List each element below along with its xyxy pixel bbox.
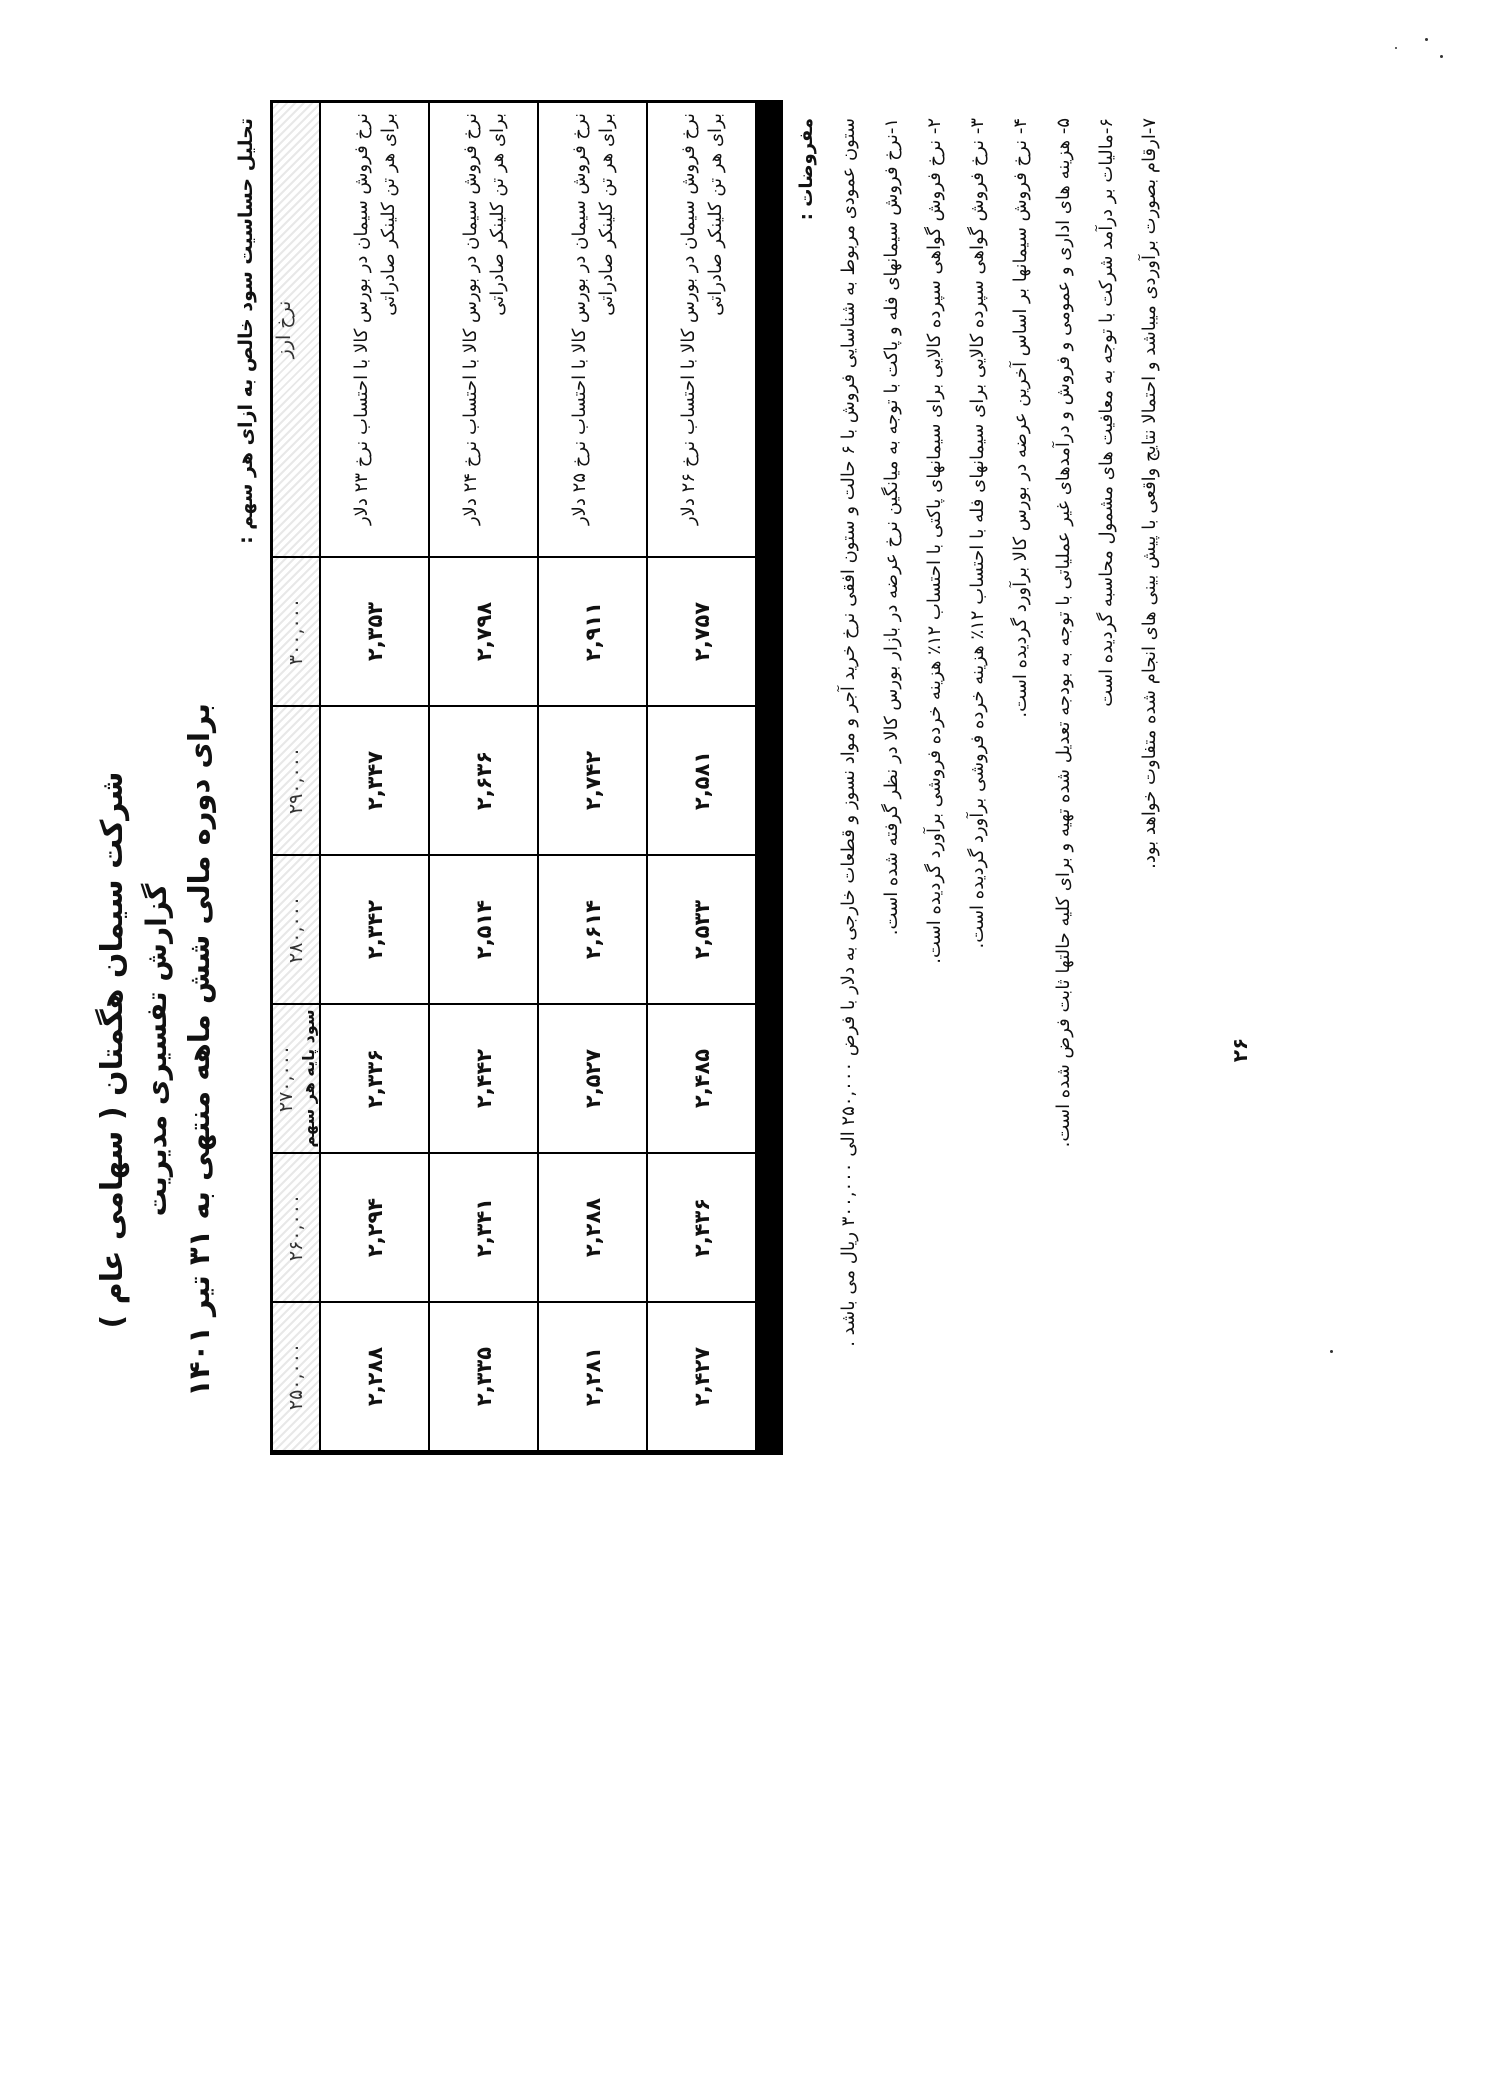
page-number: ۲۶	[1228, 1037, 1252, 1063]
row-label: نرخ فروش سیمان در بورس کالا با احتساب نرخ ۲۳ دلار برای هر تن کلینکر صادراتی	[321, 103, 430, 558]
scan-speck	[1440, 55, 1443, 58]
table-cell: ۲,۳۴۱	[430, 1154, 539, 1303]
table-cell: ۲,۲۸۱	[539, 1303, 648, 1452]
table-cell: ۲,۴۸۵	[648, 1005, 757, 1154]
table-cell: ۲,۳۴۲	[321, 856, 430, 1005]
table-cell: ۲,۶۳۶	[430, 707, 539, 856]
table-cell: ۲,۹۱۱	[539, 558, 648, 707]
column-header: ۳۰۰,۰۰۰	[273, 558, 321, 707]
table-cell: ۲,۵۲۷	[539, 1005, 648, 1154]
table-cell: ۲,۳۳۵	[430, 1303, 539, 1452]
column-header: ۲۵۰,۰۰۰	[273, 1303, 321, 1452]
assumptions	[796, 100, 1171, 2000]
assumption-line: ستون عمودی مربوط به شناسایی فروش با ۶ حالت و ستون افقی نرخ خرید آجر و مواد نسوز و قطعات خارجی به دلار با فرض ۲۵۰,۰۰۰ الی ۳۰۰,۰۰۰ ریال می باشد .	[838, 118, 859, 1347]
table-cell: ۲,۷۵۷	[648, 558, 757, 707]
report-title: گزارش تفسیری مدیریت	[140, 883, 173, 1217]
exchange-rate-header: نرخ ارز	[273, 103, 321, 558]
assumption-line: ۵- هزینه های اداری و عمومی و فروش و درآمدهای غیر عملیاتی با توجه به بودجه تعدیل شده تهیه و برای کلیه حالتها ثابت فرض شده است.	[1053, 118, 1074, 1148]
company-title: شرکت سیمان هگمتان ( سهامی عام )	[95, 771, 130, 1329]
table-cell: ۲,۳۵۳	[321, 558, 430, 707]
table-cell: ۲,۴۲۷	[648, 1303, 757, 1452]
rotated-page	[0, 100, 1270, 2000]
scan-speck	[1330, 1350, 1333, 1353]
table-cell: ۲,۳۴۷	[321, 707, 430, 856]
scan-speck	[1425, 38, 1428, 41]
assumption-line: ۶-مالیات بر درآمد شرکت با توجه به معافیت های مشمول محاسبه گردیده است	[1096, 118, 1117, 707]
column-header: ۲۸۰,۰۰۰	[273, 856, 321, 1005]
table-cell: ۲,۲۸۸	[539, 1154, 648, 1303]
table-cell: ۲,۲۹۴	[321, 1154, 430, 1303]
assumption-line: ۷-ارقام بصورت برآوردی میباشد و احتمالا نتایج واقعی با پیش بینی های انجام شده متفاوت خواهد بود.	[1139, 118, 1160, 869]
sensitivity-subtitle: تحلیل حساسیت سود خالص به ازای هر سهم :	[235, 118, 257, 544]
table-cell: ۲,۵۱۴	[430, 856, 539, 1005]
table-cell: ۲,۶۱۴	[539, 856, 648, 1005]
assumption-line: ۱-نرخ فروش سیمانهای فله و پاکت با توجه به میانگین نرخ عرضه در بازار بورس کالا در نظر گرفته شده است.	[881, 118, 902, 936]
eps-label: سود پایه هر سهم	[298, 1009, 318, 1148]
table-cell: ۲,۵۸۱	[648, 707, 757, 856]
row-label: نرخ فروش سیمان در بورس کالا با احتساب نرخ ۲۵ دلار برای هر تن کلینکر صادراتی	[539, 103, 648, 558]
period-title: برای دوره مالی شش ماهه منتهی به ۳۱ تیر ۱۴۰۱	[182, 703, 216, 1397]
table-cell: ۲,۴۴۲	[430, 1005, 539, 1154]
assumption-line: ۴- نرخ فروش سیمانها بر اساس آخرین عرضه در بورس کالا برآورد گردیده است.	[1010, 118, 1031, 718]
table-cell: ۲,۲۸۸	[321, 1303, 430, 1452]
row-label: نرخ فروش سیمان در بورس کالا با احتساب نرخ ۲۶ دلار برای هر تن کلینکر صادراتی	[648, 103, 757, 558]
scan-speck	[1395, 47, 1397, 49]
assumption-line: ۲- نرخ فروش گواهی سپرده کالایی برای سیمانهای پاکتی با احتساب ۱۲٪ هزینه خرده فروشی برآورد گردیده است.	[924, 118, 945, 964]
table-cell: ۲,۳۳۶	[321, 1005, 430, 1154]
row-label: نرخ فروش سیمان در بورس کالا با احتساب نرخ ۲۴ دلار برای هر تن کلینکر صادراتی	[430, 103, 539, 558]
table-cell: ۲,۷۴۲	[539, 707, 648, 856]
column-header: ۲۹۰,۰۰۰	[273, 707, 321, 856]
table-cell: ۲,۴۳۶	[648, 1154, 757, 1303]
table-bottom-bar	[755, 100, 783, 1455]
assumptions-title: مفروضات :	[796, 118, 817, 221]
column-header: ۲۶۰,۰۰۰	[273, 1154, 321, 1303]
table-cell: ۲,۷۹۸	[430, 558, 539, 707]
column-header: ۲۷۰,۰۰۰ سود پایه هر سهم	[273, 1005, 321, 1154]
table-cell: ۲,۵۳۳	[648, 856, 757, 1005]
sensitivity-table	[270, 100, 760, 1455]
assumption-line: ۳- نرخ فروش گواهی سپرده کالایی برای سیمانهای فله با احتساب ۱۲٪ هزینه خرده فروشی برآورد گردیده است.	[967, 118, 988, 949]
